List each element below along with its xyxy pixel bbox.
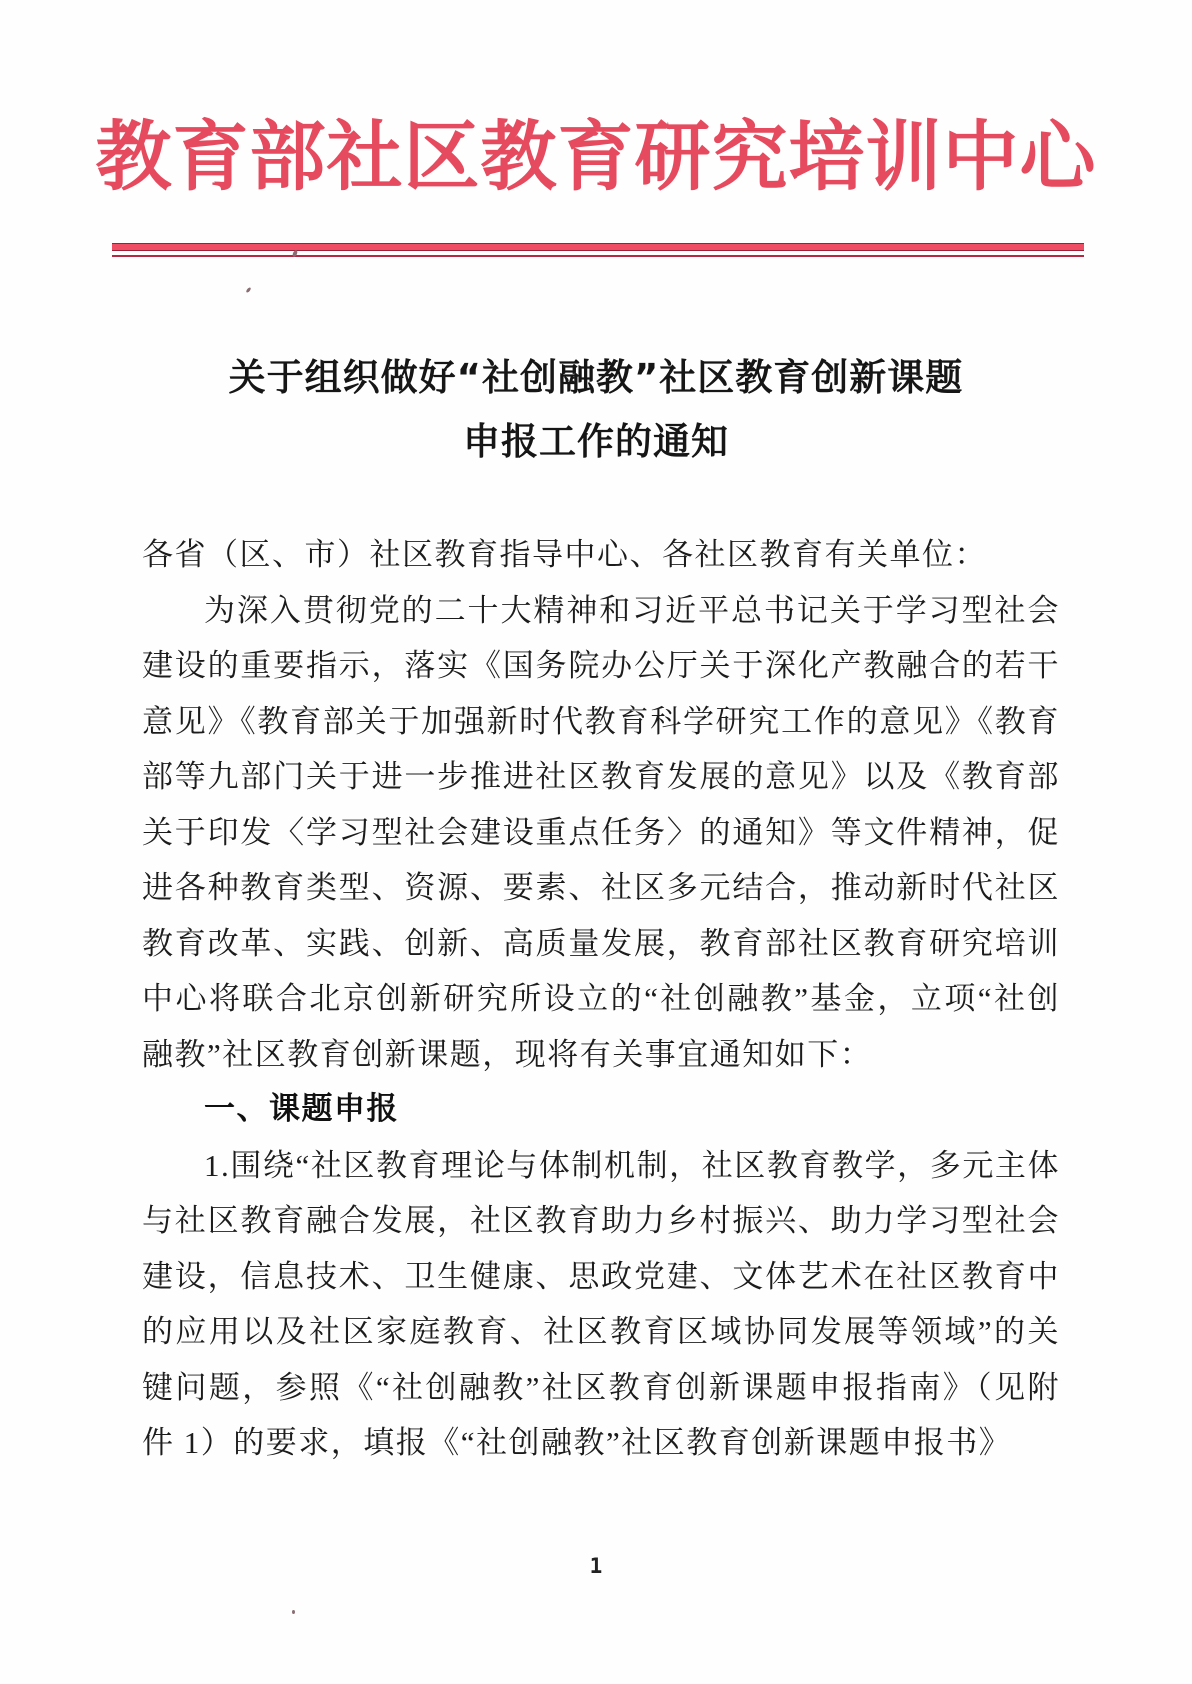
section1-paragraph: 1.围绕“社区教育理论与体制机制，社区教育教学，多元主体与社区教育融合发展，社区教育助力乡村振兴、助力学习型社会建设，信息技术、卫生健康、思政党建、文体艺术在社区教育中的应用以及社区家庭教育、社区教育区域协同发展等领域”的关键问题，参照《“社创融教”社区教育创新课题申报指南》（见附件 1）的要求，填报《“社创融教”社区教育创新课题申报书》 — [142, 1147, 1060, 1460]
document-title — [96, 346, 1096, 474]
scan-artifact — [245, 287, 251, 294]
scan-artifact — [292, 1610, 295, 1614]
page-number: 1 — [589, 1554, 603, 1578]
letterhead-rule-thin — [112, 255, 1084, 257]
letterhead-rule-thick — [112, 243, 1084, 251]
salutation: 各省（区、市）社区教育指导中心、各社区教育有关单位： — [142, 537, 987, 572]
document-title-line1: 关于组织做好“社创融教”社区教育创新课题 — [228, 356, 964, 399]
intro-paragraph: 为深入贯彻党的二十大精神和习近平总书记关于学习型社会建设的重要指示，落实《国务院办公厅关于深化产教融合的若干意见》《教育部关于加强新时代教育科学研究工作的意见》《教育部等九部门关于进一步推进社区教育发展的意见》以及《教育部关于印发〈学习型社会建设重点任务〉的通知》等文件精神，促进各种教育类型、资源、要素、社区多元结合，推动新时代社区教育改革、实践、创新、高质量发展，教育部社区教育研究培训中心将联合北京创新研究所设立的“社创融教”基金，立项“社创融教”社区教育创新课题，现将有关事宜通知如下： — [142, 592, 1060, 1072]
document-body — [142, 527, 1060, 1471]
letterhead-org-title: 教育部社区教育研究培训中心 — [95, 116, 1097, 200]
document-title-line2: 申报工作的通知 — [463, 420, 729, 463]
section1-heading: 一、课题申报 — [204, 1091, 399, 1127]
